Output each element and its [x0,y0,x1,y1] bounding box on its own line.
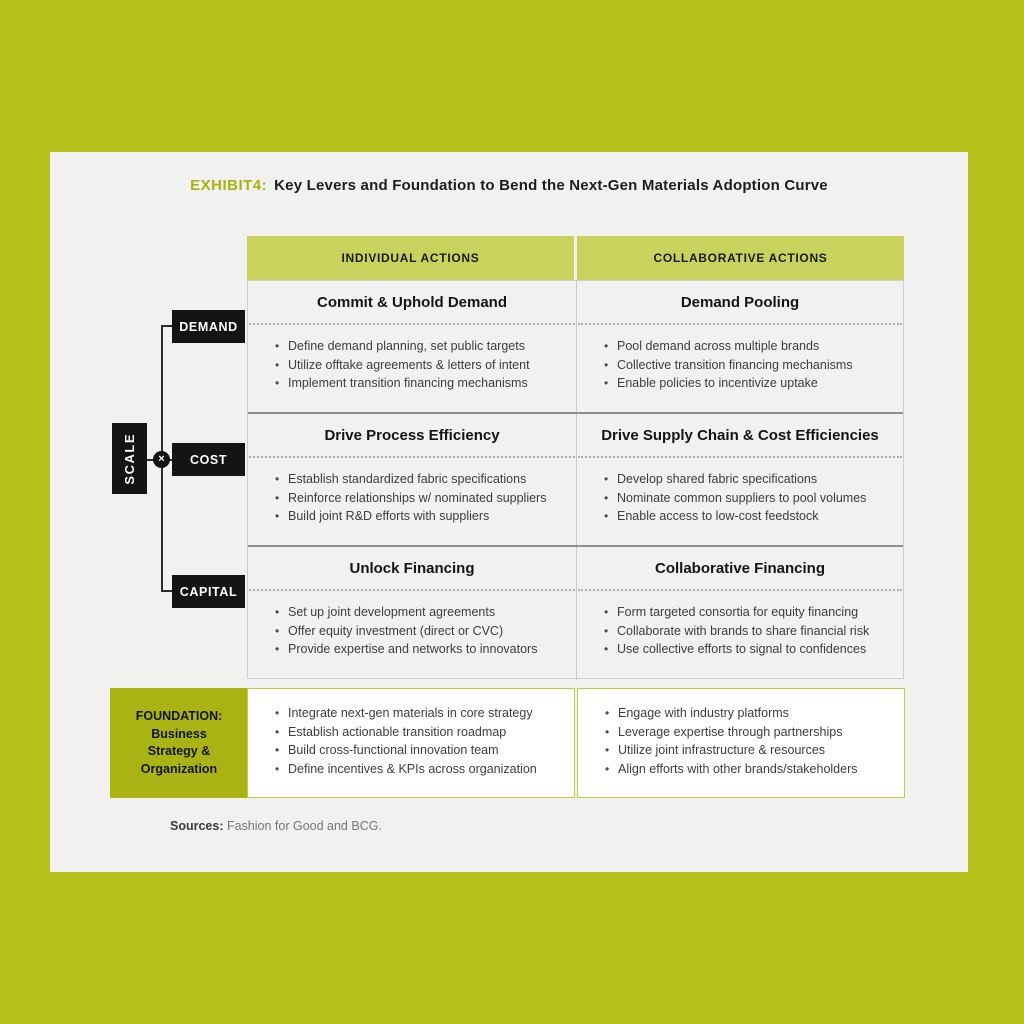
exhibit-number: EXHIBIT4: [190,177,268,194]
column-header-individual: INDIVIDUAL ACTIONS [247,236,574,280]
bullet-list [275,470,570,526]
bullet-item: • Nominate common suppliers to pool volumes [604,489,897,508]
bullet-item: • Pool demand across multiple brands [604,337,897,356]
bullet-item: • Use collective efforts to signal to confidences [604,640,897,659]
cell-capital-collaborative [576,547,903,680]
cell-heading: Drive Process Efficiency [249,414,575,458]
cell-cost-collaborative [576,414,903,545]
exhibit-card [50,152,968,872]
column-header-collaborative: COLLABORATIVE ACTIONS [577,236,904,280]
bullet-item: • Leverage expertise through partnerships [605,723,898,742]
bullet-item: • Develop shared fabric specifications [604,470,897,489]
cell-heading: Demand Pooling [578,281,902,325]
column-headers [247,236,904,280]
bullet-list [604,470,897,526]
bullet-item: • Set up joint development agreements [275,603,570,622]
sources-label: Sources: [170,819,224,833]
cell-heading: Collaborative Financing [578,547,902,591]
table-row-cost [248,414,903,547]
scale-label: SCALE [122,432,137,485]
bullet-item: • Implement transition financing mechanisms [275,374,570,393]
bullet-list [275,704,568,779]
foundation-label-line: Strategy & [147,744,211,758]
bullet-item: • Define demand planning, set public targets [275,337,570,356]
bullet-list [604,603,897,659]
bullet-list [604,337,897,393]
bullet-item: • Form targeted consortia for equity financing [604,603,897,622]
lever-demand-text: DEMAND [179,319,238,334]
bullet-item: • Establish standardized fabric specifications [275,470,570,489]
sources-note [170,819,382,833]
table-row-demand [248,281,903,414]
bullet-item: • Establish actionable transition roadmap [275,723,568,742]
scale-label-box [112,423,147,494]
bullet-item: • Collaborate with brands to share financial risk [604,622,897,641]
bullet-item: • Provide expertise and networks to innovators [275,640,570,659]
foundation-label-line: Business [151,726,207,741]
bullet-item: • Utilize joint infrastructure & resources [605,741,898,760]
cell-cost-individual [248,414,576,545]
table-row-capital [248,547,903,680]
cell-heading: Unlock Financing [249,547,575,591]
cell-capital-individual [248,547,576,680]
bullet-item: • Engage with industry platforms [605,704,898,723]
lever-label-capital [172,575,245,608]
bullet-item: • Utilize offtake agreements & letters of intent [275,356,570,375]
bracket-capital-connector [161,590,172,592]
sources-text: Fashion for Good and BCG. [223,819,382,833]
cell-heading: Commit & Uphold Demand [249,281,575,325]
foundation-label-title: FOUNDATION: [135,709,223,723]
bullet-list [605,704,898,779]
lever-label-demand [172,310,245,343]
bracket-demand-connector [161,325,172,327]
cell-demand-individual [248,281,576,412]
exhibit-title-text: Key Levers and Foundation to Bend the Next-Gen Materials Adoption Curve [274,177,828,194]
bullet-item: • Define incentives & KPIs across organization [275,760,568,779]
foundation-label-line: Organization [140,761,218,776]
foundation-collaborative-box [577,688,905,798]
bullet-item: • Collective transition financing mechanisms [604,356,897,375]
bullet-item: • Enable policies to incentivize uptake [604,374,897,393]
lever-capital-text: CAPITAL [179,584,238,599]
multiply-glyph: × [158,453,165,465]
bullet-item: • Enable access to low-cost feedstock [604,507,897,526]
bullet-item: • Align efforts with other brands/stakeholders [605,760,898,779]
cell-demand-collaborative [576,281,903,412]
multiply-icon [153,451,170,468]
lever-cost-text: COST [189,452,228,467]
bullet-list [275,603,570,659]
foundation-individual-box [247,688,575,798]
cell-heading: Drive Supply Chain & Cost Efficiencies [578,414,902,458]
exhibit-title [50,177,968,194]
bullet-list [275,337,570,393]
lever-label-cost [172,443,245,476]
bullet-item: • Reinforce relationships w/ nominated suppliers [275,489,570,508]
bullet-item: • Offer equity investment (direct or CVC) [275,622,570,641]
bullet-item: • Build joint R&D efforts with suppliers [275,507,570,526]
bullet-item: • Integrate next-gen materials in core strategy [275,704,568,723]
levers-table [247,280,904,679]
foundation-label-box [110,688,248,798]
bullet-item: • Build cross-functional innovation team [275,741,568,760]
